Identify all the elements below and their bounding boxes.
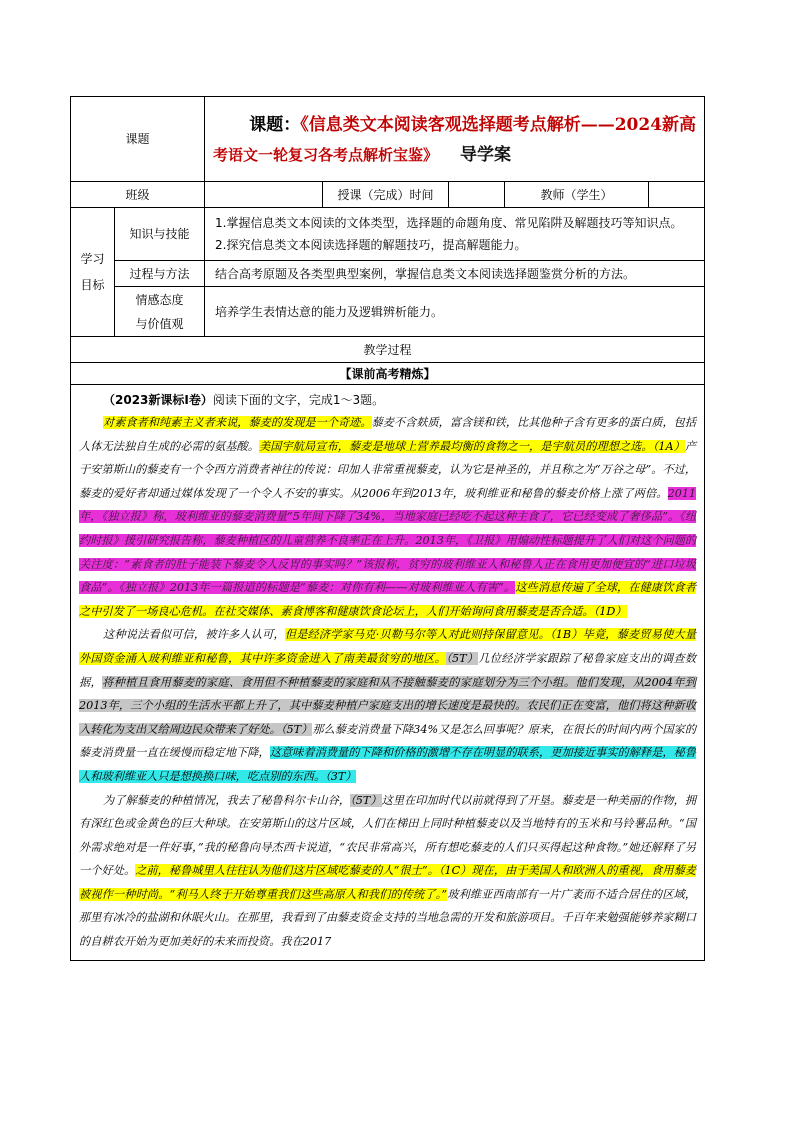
objectives-group-label-2: 目标 [80,278,105,292]
subject-label-cell [71,97,205,182]
highlighted-segment: 但是经济学家马克·贝勒马尔等人对此则持保留意见。（1B）毕竟，藜麦贸易使大量外国资金涌入玻利维亚和秘鲁，其中许多资金进入了南美最贫穷的地区。 [79,628,697,665]
objective-label-cell [115,208,205,261]
objective-label: 过程与方法 [129,266,190,281]
text-segment: 玻利维亚西南部有一片广袤而不适合居住的区域，那里有冰冷的盐湖和休眠火山。在那里，我看到了由藜麦资金支持的当地急需的开发和旅游项目。千百年来勉强能够养家糊口的自耕农开始为更加美好的未来而投资。我在2017 [79,887,697,949]
text-segment: 藜麦不含麸质，富含镁和铁，比其他种子含有更多的蛋白质，包括人体无法独自生成的必需的氨基酸。 [79,416,697,453]
time-label-cell [323,182,449,208]
objective-content [205,287,705,337]
title-red-2: 考语文一轮复习各考点解析宝鉴》 [213,146,439,164]
passage-paragraph-3 [79,789,696,954]
class-label: 班级 [125,187,150,202]
text-segment: 为了解藜麦的种植情况，我去了秘鲁科尔卡山谷， [103,793,351,807]
objectives-group-label-1: 学习 [80,252,105,266]
text-segment: 这里在印加时代以前就得到了开垦。藜麦是一种美丽的作物，拥有深红色或金黄色的巨大种球。在安第斯山的这片区域，人们在梯田上同时种植藜麦以及当地特有的玉米和马铃薯品种。“国外需求绝对是一件好事，”我的秘鲁向导杰西卡说道，“农民非常高兴，所有想吃藜麦的人们只买得起这种食物。”她还解释了另一个好处。 [79,793,697,878]
highlighted-segment: 2011年，《独立报》称，玻利维亚的藜麦消费量“5年间下降了34%，当地家庭已经吃不起这种主食了，它已经变成了奢侈品”。《纽约时报》援引研究报告称，藜麦种植区的儿童营养不良率正在上升。2013年，《卫报》用煽动性标题提升了人们对这个问题的关注度：“素食者的肚子能装下藜麦令人反胃的事实吗？”该报称，贫穷的玻利维亚人和秘鲁人正在食用更加便宜的“进口垃圾食品”。《独立报》2013年一篇报道的标题是“藜麦：对你有利——对玻利维亚人有害”。 [79,486,697,595]
text-segment: 这种说法看似可信，被许多人认可， [103,628,285,642]
passage-intro [79,389,696,411]
title-red-1: 《信息类文本阅读客观选择题考点解析——2024新高 [300,115,697,135]
title-line-1 [213,110,696,140]
teacher-value-cell [649,182,705,208]
highlighted-segment: 美国宇航局宣布，藜麦是地球上营养最均衡的食物之一，是宇航员的理想之选。（1A） [258,439,685,453]
highlighted-segment: 这些消息传遍了全球，在健康饮食者之中引发了一场良心危机。在社交媒体、素食博客和健康饮食论坛上，人们开始询问食用藜麦是否合适。（1D） [79,581,697,618]
teacher-label-cell [505,182,649,208]
process-subheading-cell [71,363,705,385]
objective-label: 知识与技能 [129,227,190,241]
objective-content [205,208,705,261]
passage-source: （2023新课标Ⅰ卷） [103,393,213,407]
process-subheading: 【课前高考精炼】 [339,366,436,381]
highlighted-segment: （5T） [350,793,382,807]
title-cell [205,97,705,182]
objective-content [205,261,705,287]
objective-line: 结合高考原题及各类型典型案例，掌握信息类文本阅读选择题鉴赏分析的方法。 [215,266,636,281]
text-segment: 几位经济学家跟踪了秘鲁家庭支出的调查数据， [79,651,697,689]
objectives-group-cell [71,208,115,337]
highlighted-segment: （5T） [446,651,479,665]
objective-label-cell [115,287,205,337]
lesson-sheet [70,96,704,961]
passage-paragraph-2 [79,623,696,788]
teacher-label: 教师（学生） [540,187,613,202]
process-heading: 教学过程 [363,342,412,357]
objective-label: 情感态度 [135,292,184,307]
process-heading-cell [71,337,705,363]
objective-line: 培养学生表情达意的能力及逻辑辨析能力。 [215,304,444,319]
passage-paragraph-1 [79,411,696,623]
passage-cell [71,385,705,961]
highlighted-segment: 对素食者和纯素主义者来说，藜麦的发现是一个奇迹。 [103,416,372,429]
title-prefix: 课题： [249,115,301,135]
class-value-cell [205,182,323,208]
highlighted-segment: 之前，秘鲁城里人往往认为他们这片区域吃藜麦的人“很土”。（1C）现在，由于美国人和欧洲人的重视，食用藜麦被视作一种时尚。“利马人终于开始尊重我们这些高原人和我们的传统了。” [79,864,697,901]
highlighted-segment: 这意味着消费量的下降和价格的激增不存在明显的联系，更加接近事实的解释是，秘鲁人和玻利维亚人只是想换换口味，吃点别的东西。（3T） [79,746,697,783]
time-label: 授课（完成）时间 [337,187,434,202]
objective-line: 1.掌握信息类文本阅读的文体类型，选择题的命题角度、常见陷阱及解题技巧等知识点。 [215,216,683,230]
lesson-table [70,96,705,961]
passage-instruction: 阅读下面的文字，完成1～3题。 [212,393,385,407]
title-suffix: 导学案 [460,145,512,165]
objective-line: 2.探究信息类文本阅读选择题的解题技巧，提高解题能力。 [215,238,527,252]
title-line-2 [213,140,696,170]
objective-label-2: 与价值观 [135,316,184,331]
highlighted-segment: 将种植且食用藜麦的家庭、食用但不种植藜麦的家庭和从不接触藜麦的家庭划分为三个小组。他们发现，从2004年到2013年，三个小组的生活水平都上升了，其中藜麦种植户家庭支出的增长速度是最快的。农民们正在变富，他们将这种新收入转化为支出又给周边民众带来了好处。（5T） [79,675,697,736]
subject-label: 课题 [125,132,150,146]
text-segment: 那么藜麦消费量下降34%又是怎么回事呢？原来，在很长的时间内两个国家的藜麦消费量一直在缓慢而稳定地下降， [79,722,697,760]
objective-label-cell [115,261,205,287]
class-label-cell [71,182,205,208]
time-value-cell [449,182,505,208]
text-segment: 产于安第斯山的藜麦有一个令西方消费者神往的传说：印加人非常重视藜麦，认为它是神圣的，并且称之为“万谷之母”。不过，藜麦的爱好者却通过媒体发现了一个令人不安的事实。从2006年到2013年，玻利维亚和秘鲁的藜麦价格上涨了两倍。 [79,439,697,500]
